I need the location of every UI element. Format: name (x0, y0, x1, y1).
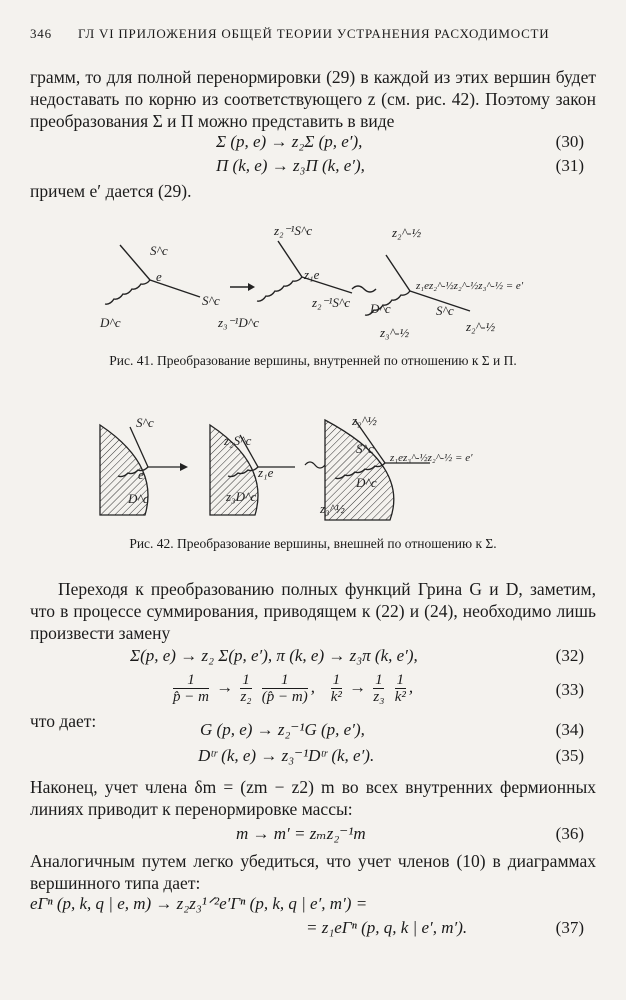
equation-37b-formula: = z₁eΓⁿ (p, q, k | e′, m′). (306, 918, 468, 937)
fig41-label-e: e (156, 269, 162, 284)
running-title: ГЛ VI ПРИЛОЖЕНИЯ ОБЩЕЙ ТЕОРИИ УСТРАНЕНИЯ РАСХОДИМОСТИ (78, 26, 550, 41)
fig41-label-s2: S^c (202, 293, 220, 308)
equation-33: $\frac{1}{p̂ - m}$ → $\frac{1}{\text{z₂}}$ $\frac{1}{(p̂ - m)}$ , $\frac{1}{\text{k²}}$ → $\frac{1}{\text{z₃}}$ $\frac{1}{\text{k²}}$ , (33) (173, 672, 584, 705)
paragraph-6: Аналогичным путем легко убедиться, что учет членов (10) в диаграммах вершинного типа дает: (30, 851, 596, 893)
equation-37-number: (37) (555, 918, 584, 937)
equation-36-number: (36) (555, 824, 584, 843)
paragraph-1: грамм, то для полной перенормировки (29) в каждой из этих вершин будет недоставать по корню из соответствующего z (см. рис. 42). Поэтому закон преобразования Σ и Π можно представить в виде (30, 67, 596, 131)
fig41-label-d2: D^c (370, 301, 391, 316)
fig41-label-z2h1: z₂^-½ (392, 225, 422, 240)
fig41-label-s3: S^c (436, 303, 454, 318)
fig41-label-z3h: z₃^-½ (380, 325, 410, 340)
paragraph-4: что дает: (30, 711, 97, 731)
paragraph-5: Наконец, учет члена δm = (zm − z2) m во всех внутренних фермионных линиях приводит к перенормировке массы: (30, 777, 596, 819)
paragraph-3: Переходя к преобразованию полных функций Грина G и D, заметим, что в процессе суммирования, приводящем к (22) и (24), необходимо лишь произвести замену (30, 579, 596, 643)
equation-32 (30, 646, 590, 670)
equation-37a-formula: eΓⁿ (p, k, q | e, m) → z₂z₃¹ᐟ²e′Γⁿ (p, k, q | e′, m′) = (30, 894, 368, 913)
fig42-label-z2h: z₂^½ (352, 413, 377, 428)
equation-34 (30, 720, 590, 744)
fig42-label-z3d: z₃D^c (226, 489, 257, 504)
equation-31-formula: Π (k, e) → z₃Π (k, e′), (216, 156, 365, 175)
equation-35 (30, 746, 590, 770)
figure-42-caption: Рис. 42. Преобразование вершины, внешней по отношению к Σ. (129, 536, 497, 551)
figure-41-caption: Рис. 41. Преобразование вершины, внутренней по отношению к Σ и Π. (109, 353, 517, 368)
fig41-label-z3d: z₃⁻¹D^c (218, 315, 259, 330)
fig41-label-z2s2: z₂⁻¹S^c (312, 295, 351, 310)
eq33-frac4: $\frac{1}{\text{k²}}$ (330, 672, 342, 705)
equation-32-number: (32) (555, 646, 584, 665)
equation-33-number: (33) (555, 680, 584, 699)
fig41-label-z2s1: z₂⁻¹S^c (274, 223, 313, 238)
fig41-label-tilde: ~ (358, 295, 359, 296)
fig41-label-d: D^c (100, 315, 121, 330)
fig42-label-e: e (138, 467, 144, 482)
equation-35-formula: Dᵗʳ (k, e) → z₃⁻¹Dᵗʳ (k, e′). (198, 746, 375, 765)
equation-34-number: (34) (555, 720, 584, 739)
figure-42-diagram (90, 405, 560, 525)
fig42-label-z2s: z₂S^c (224, 433, 252, 448)
equation-30-formula: Σ (p, e) → z₂Σ (p, e′), (216, 132, 363, 151)
fig41-label-eprime: z₁ez₂^-½z₂^-½z₃^-½ = e′ (416, 280, 524, 292)
paragraph-2: причем e′ дается (29). (30, 181, 192, 201)
equation-34-formula: G (p, e) → z₂⁻¹G (p, e′), (200, 720, 365, 739)
fig41-label-z1e: z₁e (304, 267, 320, 282)
equation-30 (30, 132, 590, 156)
equation-35-number: (35) (555, 746, 584, 765)
equation-37-line-1 (30, 894, 590, 918)
equation-37-line-2 (30, 918, 590, 942)
equation-31-number: (31) (555, 156, 584, 175)
eq33-frac1: $\frac{1}{p̂ - m}$ (173, 672, 209, 705)
figure-41-diagram (90, 215, 560, 345)
equation-30-number: (30) (555, 132, 584, 151)
fig42-label-tilde: ~ (310, 471, 311, 472)
fig42-label-s2: S^c (356, 441, 374, 456)
fig41-label-z2h2: z₂^-½ (466, 319, 496, 334)
fig42-label-z1e: z₁e (258, 465, 274, 480)
fig42-label-eprime: z₁ez₃^-½z₂^-½ = e′ (390, 452, 473, 464)
eq33-frac6: $\frac{1}{\text{k²}}$ (394, 672, 406, 705)
eq33-frac2: $\frac{1}{\text{z₂}}$ (240, 672, 252, 705)
fig42-label-s: S^c (136, 415, 154, 430)
eq33-frac5: $\frac{1}{\text{z₃}}$ (373, 672, 385, 705)
fig42-label-d2: D^c (356, 475, 377, 490)
fig42-label-z3h: z₃^½ (320, 501, 345, 516)
equation-31 (30, 156, 590, 180)
equation-36 (30, 824, 590, 848)
equation-36-formula: m → m′ = zₘz₂⁻¹m (236, 824, 366, 843)
page-number: 346 (30, 26, 52, 41)
fig42-label-d: D^c (128, 491, 149, 506)
eq33-frac3: $\frac{1}{(p̂ - m)}$ (261, 672, 308, 705)
equation-32-formula: Σ(p, e) → z₂ Σ(p, e′), π (k, e) → z₃π (k, e′), (130, 646, 418, 665)
fig41-label-s1: S^c (150, 243, 168, 258)
